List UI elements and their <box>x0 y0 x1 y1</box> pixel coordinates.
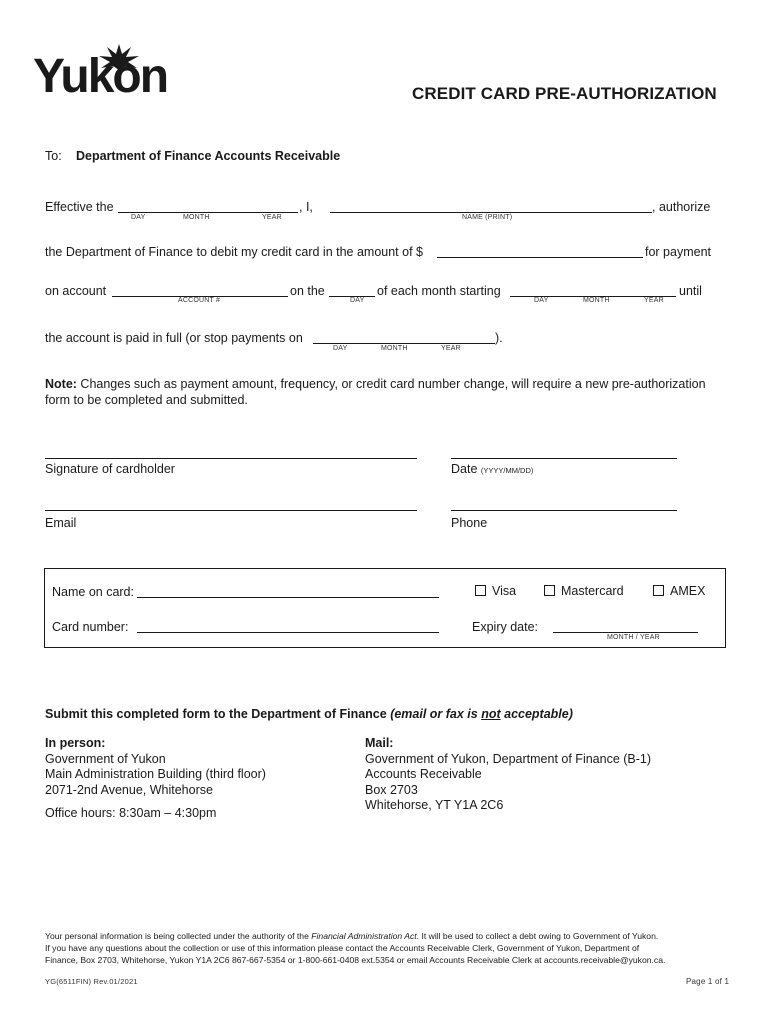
expiry-date-field[interactable] <box>553 632 698 633</box>
phone-field[interactable] <box>451 510 677 511</box>
date-label: Date <box>451 462 478 476</box>
privacy-line2: If you have any questions about the collection or use of this information please contact the Accounts Receivable Clerk, Government of Yukon, Department of <box>45 943 640 953</box>
month-year-caption: MONTH / YEAR <box>607 634 660 641</box>
signature-label: Signature of cardholder <box>45 462 175 476</box>
mastercard-checkbox[interactable] <box>544 585 555 596</box>
year-caption: YEAR <box>262 214 282 221</box>
year-caption: YEAR <box>644 297 664 304</box>
submit-heading-main: Submit this completed form to the Department of Finance <box>45 707 387 721</box>
month-caption: MONTH <box>583 297 610 304</box>
form-code: YG(6511FIN) Rev.01/2021 <box>45 977 138 986</box>
name-on-card-label: Name on card: <box>52 585 134 599</box>
note-label: Note: <box>45 377 77 391</box>
debit-text: the Department of Finance to debit my credit card in the amount of $ <box>45 245 423 259</box>
yukon-logo <box>33 46 173 106</box>
page-number: Page 1 of 1 <box>686 977 730 986</box>
name-on-card-field[interactable] <box>137 597 439 598</box>
in-person-line: 2071-2nd Avenue, Whitehorse <box>45 783 213 797</box>
visa-checkbox[interactable] <box>475 585 486 596</box>
submit-heading-italic-a: (email or fax is <box>390 707 482 721</box>
note-text <box>45 377 706 391</box>
on-the-label: on the <box>290 284 325 298</box>
name-print-field[interactable] <box>330 212 652 213</box>
in-person-heading: In person: <box>45 736 106 750</box>
to-label: To: <box>45 149 62 163</box>
month-caption: MONTH <box>381 345 408 352</box>
month-caption: MONTH <box>183 214 210 221</box>
paid-in-full-text: the account is paid in full (or stop payments on <box>45 331 303 345</box>
mail-line: Whitehorse, YT Y1A 2C6 <box>365 798 504 812</box>
note-line2: form to be completed and submitted. <box>45 393 248 407</box>
phone-label: Phone <box>451 516 488 530</box>
privacy-line1-a: Your personal information is being collected under the authority of the <box>45 931 312 941</box>
submit-heading <box>45 707 573 721</box>
office-hours: Office hours: 8:30am – 4:30pm <box>45 806 217 820</box>
amex-checkbox[interactable] <box>653 585 664 596</box>
privacy-line1-b: . It will be used to collect a debt owing to Government of Yukon. <box>416 931 659 941</box>
card-number-field[interactable] <box>137 632 439 633</box>
day-caption: DAY <box>131 214 146 221</box>
mail-line: Box 2703 <box>365 783 418 797</box>
in-person-line: Government of Yukon <box>45 752 166 766</box>
email-field[interactable] <box>45 510 417 511</box>
for-payment-label: for payment <box>645 245 712 259</box>
date-label-wrap <box>451 462 533 476</box>
amount-field[interactable] <box>437 257 643 258</box>
mail-line: Accounts Receivable <box>365 767 482 781</box>
to-recipient: Department of Finance Accounts Receivable <box>76 149 341 163</box>
in-person-line: Main Administration Building (third floor) <box>45 767 266 781</box>
mail-heading: Mail: <box>365 736 394 750</box>
submit-heading-not: not <box>481 707 501 721</box>
expiry-date-label: Expiry date: <box>472 620 539 634</box>
day-caption: DAY <box>534 297 549 304</box>
each-month-label: of each month starting <box>377 284 501 298</box>
until-label: until <box>679 284 702 298</box>
card-number-label: Card number: <box>52 620 129 634</box>
name-print-caption: NAME (PRINT) <box>462 214 513 221</box>
on-account-label: on account <box>45 284 107 298</box>
privacy-act-name: Financial Administration Act <box>311 931 417 941</box>
year-caption: YEAR <box>441 345 461 352</box>
page-title: CREDIT CARD PRE-AUTHORIZATION <box>412 84 717 103</box>
authorize-label: , authorize <box>652 200 711 214</box>
privacy-line1 <box>45 930 735 942</box>
i-label: , I, <box>299 200 313 214</box>
note-line1: Changes such as payment amount, frequency, or credit card number change, will require a new pre-authorization <box>76 377 706 391</box>
close-paren: ). <box>495 331 503 345</box>
visa-label: Visa <box>492 584 517 598</box>
date-field[interactable] <box>451 458 677 459</box>
date-format: (YYYY/MM/DD) <box>480 466 534 475</box>
privacy-line3: Finance, Box 2703, Whitehorse, Yukon Y1A 2C6 867-667-5354 or 1-800-661-0408 ext.5354 or email Accounts Receivable Clerk at accounts.receivable@yukon.ca. <box>45 955 666 965</box>
effective-label: Effective the <box>45 200 114 214</box>
mastercard-label: Mastercard <box>561 584 624 598</box>
email-label: Email <box>45 516 77 530</box>
logo-wordmark: Yukon <box>33 50 168 103</box>
amex-label: AMEX <box>670 584 706 598</box>
effective-date-field[interactable] <box>118 212 298 213</box>
privacy-notice <box>45 930 735 966</box>
day-caption: DAY <box>350 297 365 304</box>
submit-heading-italic-b: acceptable) <box>500 707 573 721</box>
mail-line: Government of Yukon, Department of Finance (B-1) <box>365 752 652 766</box>
signature-field[interactable] <box>45 458 417 459</box>
stop-date-field[interactable] <box>313 343 495 344</box>
day-caption: DAY <box>333 345 348 352</box>
account-no-caption: ACCOUNT # <box>178 297 221 304</box>
